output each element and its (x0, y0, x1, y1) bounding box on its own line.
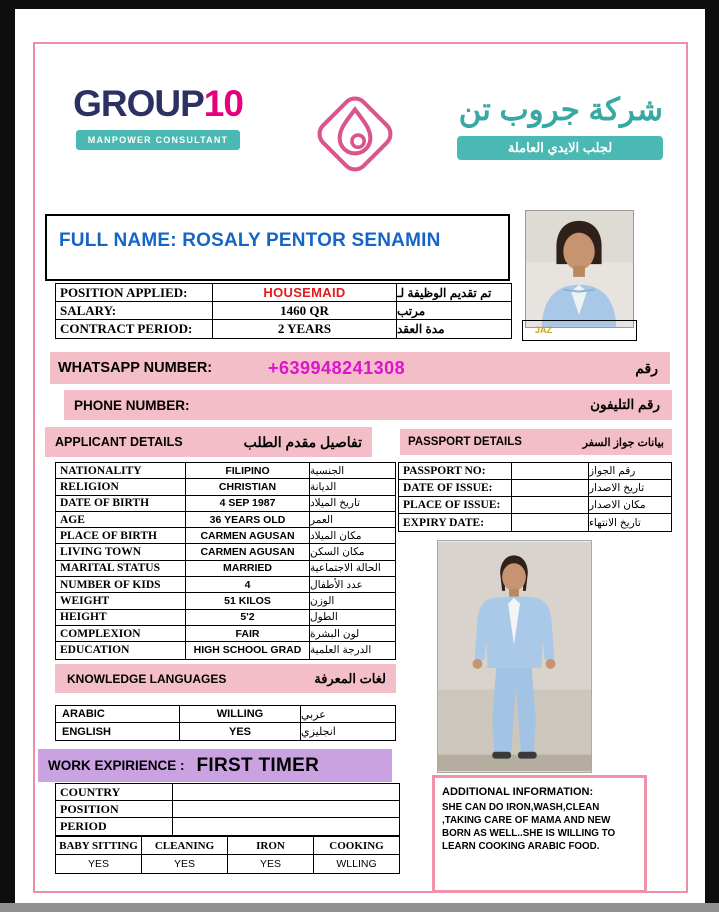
table-row (56, 610, 395, 626)
period-label: PERIOD (56, 818, 173, 835)
contract-period-label: CONTRACT PERIOD: (56, 320, 213, 338)
applicant-details-header (45, 427, 372, 457)
phone-label: PHONE NUMBER: (74, 397, 190, 413)
table-row (399, 497, 671, 514)
field-value: MARRIED (186, 561, 310, 576)
field-value-empty (512, 514, 589, 531)
table-row (56, 818, 399, 835)
field-label-arabic: الحالة الاجتماعية (310, 562, 381, 575)
field-label-arabic: الوزن (310, 595, 335, 608)
table-row (56, 512, 395, 528)
position-applied-value: HOUSEMAID (213, 284, 397, 301)
skill-header: COOKING (329, 839, 384, 852)
language-value: YES (180, 723, 301, 740)
field-label: MARITAL STATUS (56, 561, 186, 576)
field-label-arabic: مكان الميلاد (310, 529, 362, 542)
field-label-arabic: الديانة (310, 480, 337, 493)
field-value-empty (512, 480, 589, 496)
position-applied-label: POSITION APPLIED: (56, 284, 213, 301)
languages-header (55, 664, 396, 693)
additional-info-title: ADDITIONAL INFORMATION: (442, 786, 594, 798)
skill-header: CLEANING (142, 837, 228, 854)
passport-details-title-arabic: بيانات جواز السفر (582, 436, 664, 449)
field-value-empty (512, 463, 589, 479)
field-label: WEIGHT (56, 593, 186, 608)
field-value: 36 YEARS OLD (186, 512, 310, 527)
language-value: WILLING (180, 706, 301, 722)
field-label-arabic: تاريخ الاصدار (589, 482, 645, 494)
position-table (55, 283, 512, 339)
skill-value: WLLING (336, 858, 377, 870)
company-tagline-arabic: لجلب الايدي العاملة (457, 136, 663, 160)
logo-tagline: MANPOWER CONSULTANT (76, 130, 240, 150)
field-label: PLACE OF ISSUE: (399, 497, 512, 513)
table-row (56, 302, 511, 320)
group10-logo (73, 85, 243, 150)
contract-period-arabic: مدة العقد (397, 322, 445, 336)
languages-title-arabic: لغات المعرفة (314, 670, 386, 686)
field-value-empty (512, 497, 589, 513)
additional-info-text: SHE CAN DO IRON,WASH,CLEAN ,TAKING CARE OF MAMA AND NEW BORN AS WELL..SHE IS WILLING TO LEARN COOKING ARABIC FOOD. (442, 802, 616, 853)
field-value: 4 SEP 1987 (186, 496, 310, 511)
table-row (56, 784, 399, 801)
field-label-arabic: مكان الاصدار (589, 499, 646, 511)
table-row (56, 479, 395, 495)
field-label: PLACE OF BIRTH (56, 528, 186, 543)
full-name-box: FULL NAME: ROSALY PENTOR SENAMIN (45, 214, 510, 281)
field-value: CARMEN AGUSAN (186, 544, 310, 559)
field-value: HIGH SCHOOL GRAD (186, 642, 310, 658)
company-name-arabic: شركة جروب تن (458, 92, 663, 127)
field-label-arabic: مكان السكن (310, 546, 365, 559)
passport-details-table (398, 462, 672, 532)
skills-header-row (56, 837, 399, 855)
field-label: LIVING TOWN (56, 544, 186, 559)
passport-details-title: PASSPORT DETAILS (408, 436, 522, 448)
phone-bar (64, 390, 672, 420)
language-label: ARABIC (56, 706, 180, 722)
field-label-arabic: الدرجة العلمية (310, 644, 372, 657)
table-row (56, 320, 511, 338)
field-label-arabic: الطول (310, 611, 338, 624)
field-value-empty (173, 801, 399, 817)
languages-title: KNOWLEDGE LANGUAGES (67, 671, 227, 686)
work-experience-header (38, 749, 392, 782)
field-label: HEIGHT (56, 610, 186, 625)
table-row (56, 593, 395, 609)
table-row (56, 801, 399, 818)
skills-values-row (56, 855, 399, 873)
language-label-arabic: انجليزي (301, 726, 336, 738)
whatsapp-number: +639948241308 (268, 357, 406, 378)
table-row (56, 577, 395, 593)
field-value: 51 KILOS (186, 593, 310, 608)
work-experience-title: WORK EXPIRIENCE : (48, 758, 185, 773)
salary-arabic: مرتب (397, 303, 426, 318)
field-value: 4 (186, 577, 310, 592)
field-label: PASSPORT NO: (399, 463, 512, 479)
field-label-arabic: عدد الأطفال (310, 578, 363, 591)
diamond-droplet-logo-icon (310, 89, 400, 179)
table-row (56, 723, 395, 740)
skill-value: YES (56, 855, 142, 873)
additional-info-box (432, 775, 647, 893)
field-value: CARMEN AGUSAN (186, 528, 310, 543)
country-label: COUNTRY (56, 784, 173, 800)
field-value-empty (173, 818, 399, 835)
table-row (56, 544, 395, 560)
skill-header: IRON (228, 837, 314, 854)
applicant-fullbody-photo (437, 540, 592, 773)
applicant-details-title: APPLICANT DETAILS (55, 435, 183, 449)
field-label: EXPIRY DATE: (399, 514, 512, 531)
field-label: DATE OF BIRTH (56, 496, 186, 511)
skill-header: BABY SITTING (56, 837, 142, 854)
table-row (399, 514, 671, 531)
field-value: CHRISTIAN (186, 479, 310, 494)
field-label: NATIONALITY (56, 463, 186, 478)
table-row (56, 706, 395, 723)
whatsapp-label-arabic: رقم (635, 359, 658, 376)
applicant-headshot-photo (525, 210, 634, 328)
table-row (56, 463, 395, 479)
field-label: COMPLEXION (56, 626, 186, 641)
field-label: AGE (56, 512, 186, 527)
field-label-arabic: تاريخ الانتهاء (589, 516, 641, 529)
table-row (56, 496, 395, 512)
passport-details-header (400, 429, 672, 455)
field-value-empty (173, 784, 399, 800)
contract-period-value: 2 YEARS (213, 320, 397, 338)
field-label: RELIGION (56, 479, 186, 494)
salary-label: SALARY: (56, 302, 213, 319)
table-row (56, 626, 395, 642)
table-row (56, 642, 395, 658)
logo-text-ten: 10 (203, 83, 243, 124)
field-value: FAIR (186, 626, 310, 641)
scan-bottom-strip (0, 903, 719, 912)
field-label-arabic: العمر (310, 513, 334, 526)
position-label: POSITION (56, 801, 173, 817)
field-label-arabic: رقم الجواز (589, 465, 636, 477)
applicant-details-table (55, 462, 396, 660)
skills-table (55, 835, 400, 874)
skill-value: YES (142, 855, 228, 873)
field-label: DATE OF ISSUE: (399, 480, 512, 496)
work-experience-value: FIRST TIMER (196, 754, 320, 776)
field-value: FILIPINO (186, 463, 310, 478)
table-row (399, 480, 671, 497)
language-label: ENGLISH (56, 723, 180, 740)
field-label: NUMBER OF KIDS (56, 577, 186, 592)
table-row (399, 463, 671, 480)
whatsapp-bar (50, 352, 670, 384)
table-row (56, 528, 395, 544)
salary-value: 1460 QR (213, 302, 397, 319)
photo-caption-box: JAZ (522, 320, 637, 341)
cv-page (15, 9, 705, 903)
field-label-arabic: الجنسية (310, 464, 345, 477)
field-label: EDUCATION (56, 642, 186, 658)
logo-text-group: GROUP (73, 83, 204, 124)
phone-label-arabic: رقم التليفون (590, 397, 660, 412)
whatsapp-label: WHATSAPP NUMBER: (58, 360, 213, 376)
logo-wordmark (73, 85, 243, 122)
work-history-table (55, 783, 400, 836)
field-label-arabic: لون البشرة (310, 627, 360, 640)
position-applied-arabic: تم تقديم الوظيفة لـ (397, 285, 492, 300)
applicant-details-title-arabic: تفاصيل مقدم الطلب (243, 433, 362, 450)
field-label-arabic: تاريخ الميلاد (310, 497, 361, 510)
table-row (56, 284, 511, 302)
skill-value: YES (228, 855, 314, 873)
languages-table (55, 705, 396, 741)
field-value: 5'2 (186, 610, 310, 625)
language-label-arabic: عربي (301, 708, 326, 721)
table-row (56, 561, 395, 577)
